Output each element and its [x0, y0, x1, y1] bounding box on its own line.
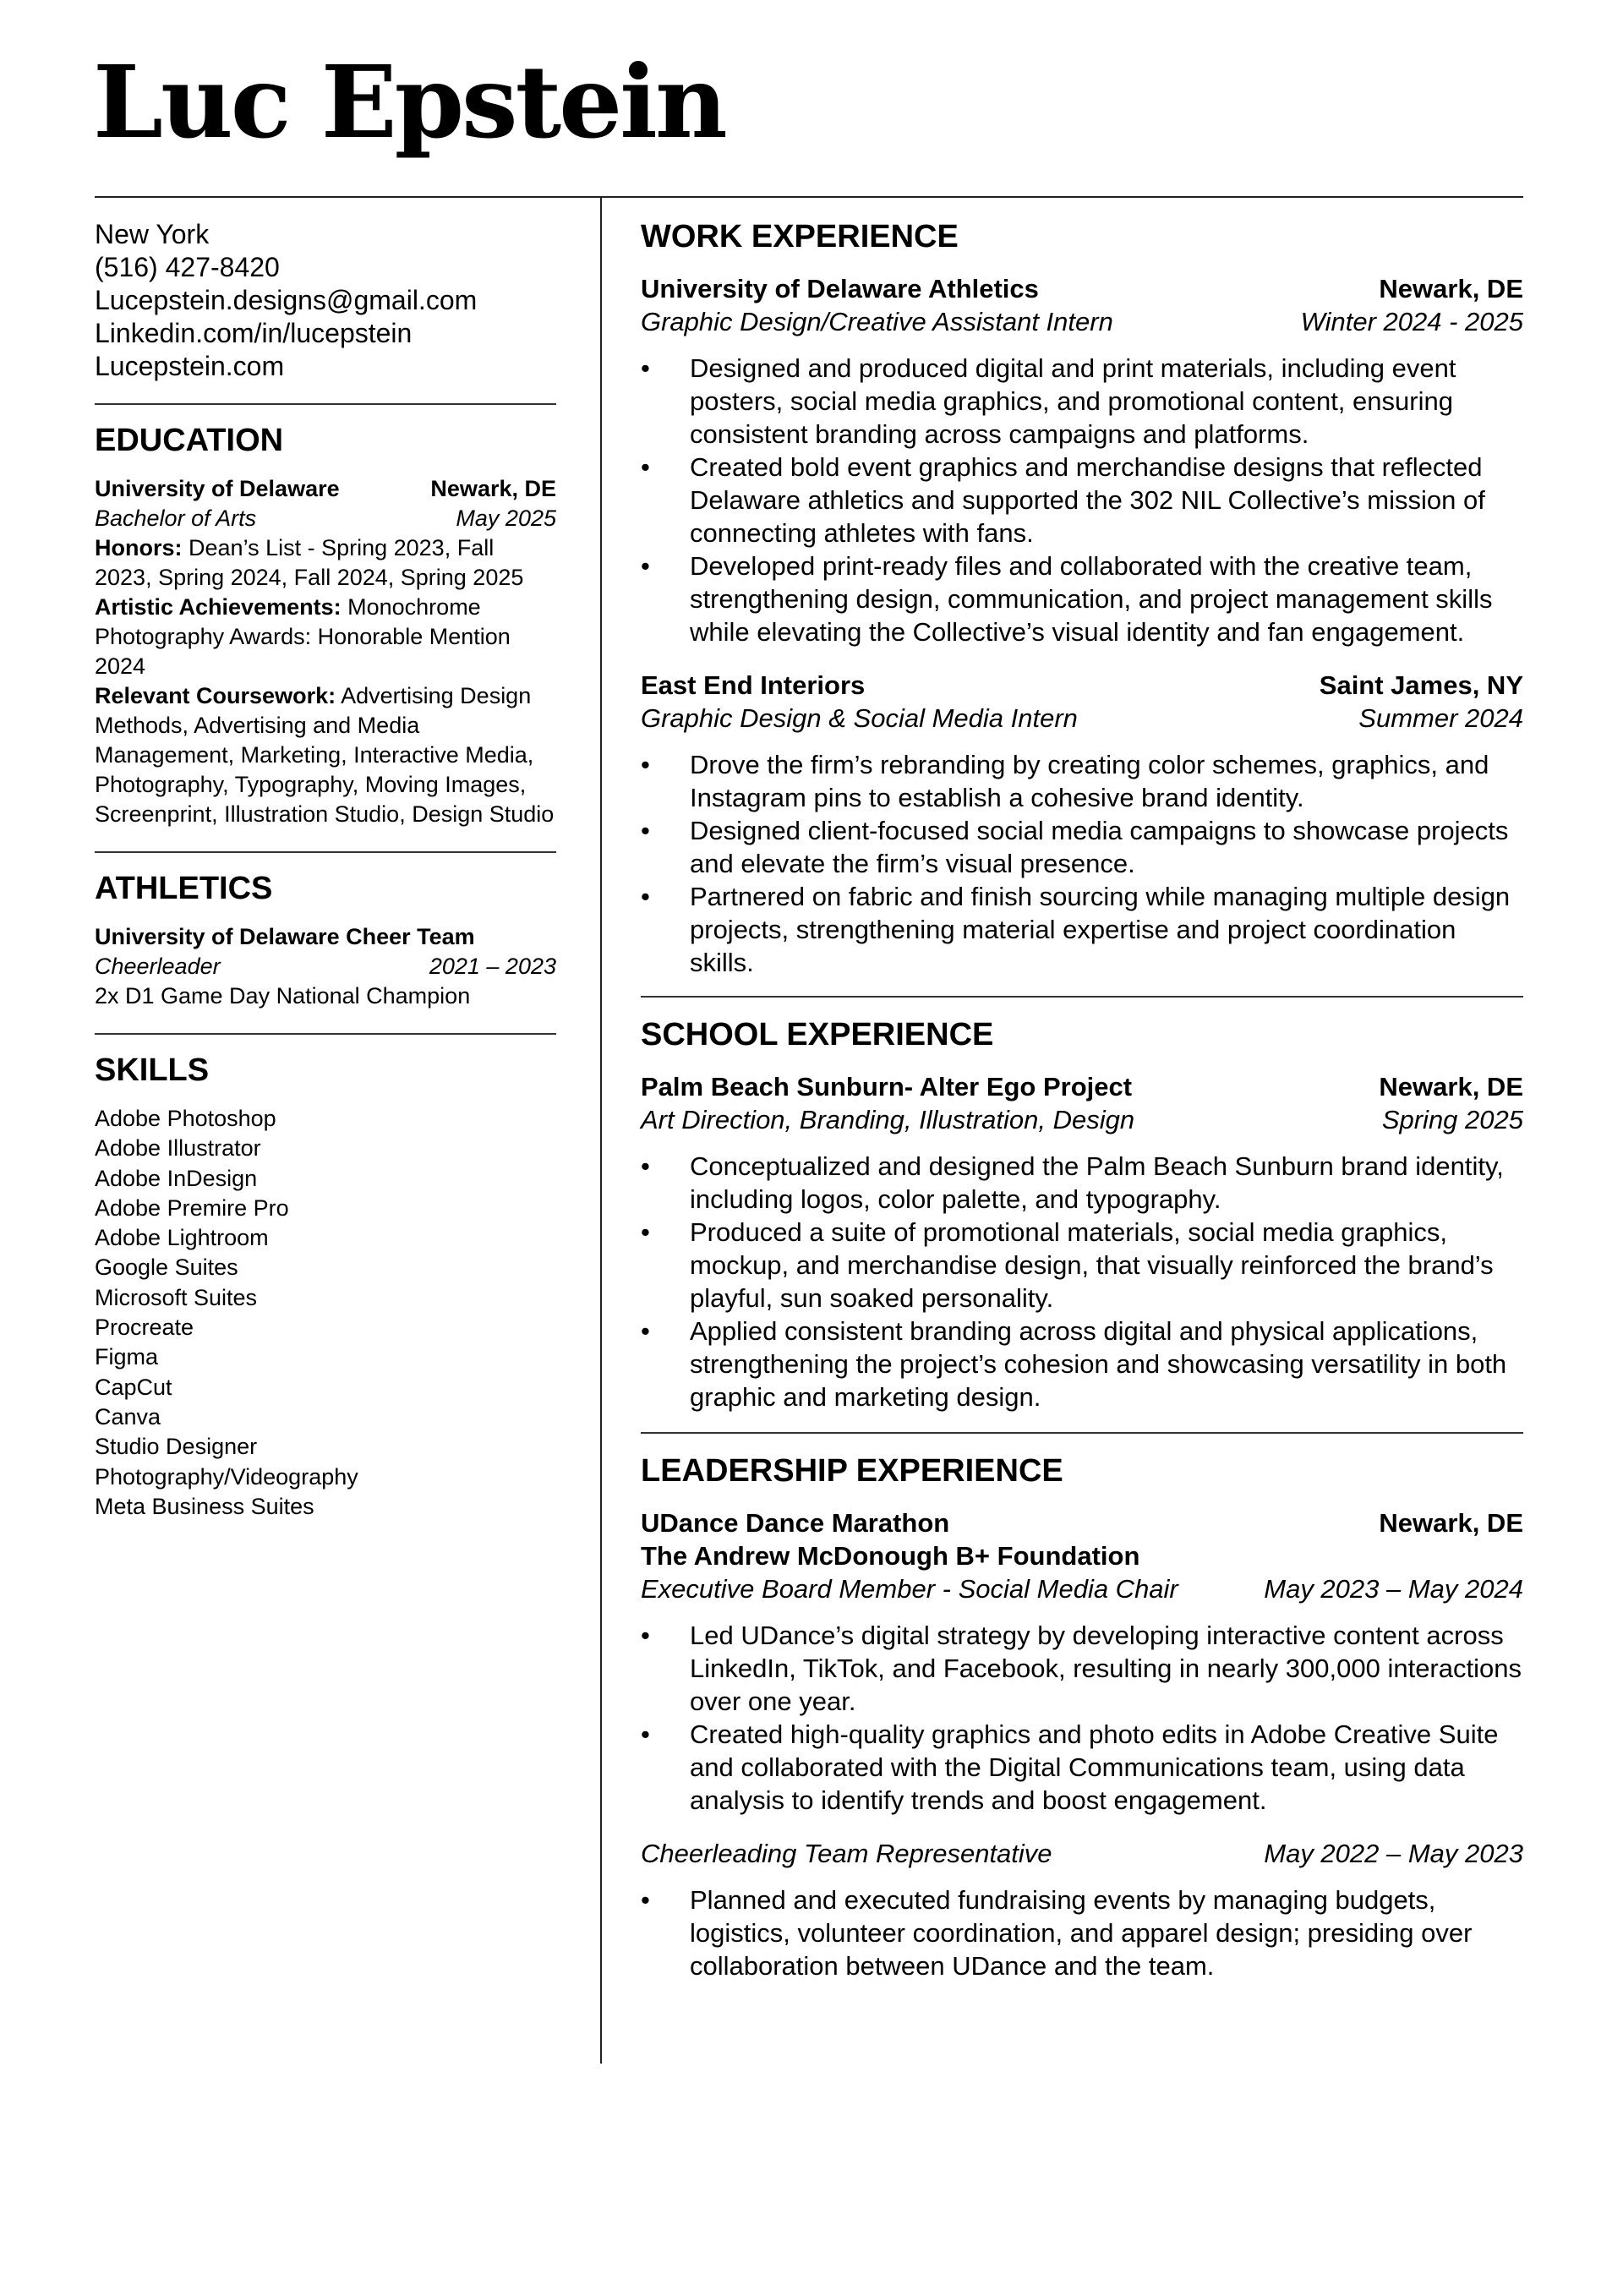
bullet-text: Developed print-ready files and collaborated with the creative team, strengthening design, communication, and project management skills while elevating the Collective’s visual identity and fan engagement. — [690, 551, 1493, 647]
bullet-text: Designed and produced digital and print materials, including event posters, social media graphics, and promotional content, ensuring consistent branding across campaigns and platforms. — [690, 353, 1456, 449]
education-date: May 2025 — [456, 506, 556, 531]
skill-item: Adobe InDesign — [95, 1165, 258, 1191]
leadership-heading: LEADERSHIP EXPERIENCE — [641, 1453, 1063, 1489]
job-title: Graphic Design/Creative Assistant Intern — [641, 307, 1113, 336]
work-job — [641, 272, 1523, 648]
bullet-icon: • — [641, 1151, 650, 1181]
right-column — [641, 218, 1523, 1982]
bullet-item — [641, 1315, 1523, 1413]
divider — [641, 1432, 1523, 1434]
divider — [641, 996, 1523, 998]
bullet-text: Led UDance’s digital strategy by developing interactive content across LinkedIn, TikTok, and Facebook, resulting in nearly 300,000 interactions over one year. — [690, 1621, 1522, 1716]
bullet-text: Drove the firm’s rebranding by creating color schemes, graphics, and Instagram pins to establish a cohesive brand identity. — [690, 750, 1489, 812]
skills-heading: SKILLS — [95, 1052, 210, 1088]
athletics-role: Cheerleader — [95, 954, 221, 979]
leadership-org: UDance Dance Marathon — [641, 1508, 950, 1538]
job-org-row — [641, 272, 1523, 305]
bullet-text: Planned and executed fundraising events by managing budgets, logistics, volunteer coordination, and apparel design; presiding over collaboration between UDance and the team. — [690, 1885, 1473, 1981]
bullet-icon: • — [641, 551, 650, 581]
job-title-row — [641, 702, 1523, 735]
job-dates: Summer 2024 — [1358, 703, 1523, 733]
education-heading: EDUCATION — [95, 423, 284, 458]
bullet-icon: • — [641, 1316, 650, 1346]
job-bullets — [641, 352, 1523, 648]
education-coursework — [95, 681, 556, 829]
leadership-org-row — [641, 1506, 1523, 1539]
education-degree: Bachelor of Arts — [95, 506, 257, 531]
bullet-text: Conceptualized and designed the Palm Beach Sunburn brand identity, including logos, color palette, and typography. — [690, 1151, 1504, 1214]
bullet-icon: • — [641, 1885, 650, 1915]
school-bullets — [641, 1150, 1523, 1413]
education-location: Newark, DE — [430, 476, 556, 501]
bullet-text: Applied consistent branding across digital and physical applications, strengthening the project’s cohesion and showcasing versatility in both graphic and marketing design. — [690, 1316, 1507, 1412]
coursework-label: Relevant Coursework: — [95, 683, 336, 708]
job-bullets — [641, 748, 1523, 979]
divider — [95, 1033, 556, 1035]
contact-block — [95, 218, 556, 383]
honors-label: Honors: — [95, 535, 183, 560]
leadership-org2-row — [641, 1539, 1523, 1572]
bullet-icon: • — [641, 452, 650, 482]
bullet-item — [641, 451, 1523, 549]
bullet-item — [641, 1216, 1523, 1315]
athletics-achievement: 2x D1 Game Day National Champion — [95, 983, 471, 1009]
bullet-item — [641, 1718, 1523, 1817]
job-title-row — [641, 305, 1523, 338]
school-project-row — [641, 1070, 1523, 1103]
bullet-text: Produced a suite of promotional materials, social media graphics, mockup, and merchandise design, that visually reinforced the brand’s playful, sun soaked personality. — [690, 1217, 1494, 1313]
school-location: Newark, DE — [1379, 1072, 1523, 1102]
leadership-bullets — [641, 1619, 1523, 1817]
skill-item: Google Suites — [95, 1255, 238, 1281]
school-dates: Spring 2025 — [1381, 1105, 1523, 1134]
contact-city: New York — [95, 219, 210, 249]
bullet-icon: • — [641, 750, 650, 779]
skill-item: Adobe Photoshop — [95, 1106, 276, 1131]
leadership-dates1: May 2023 – May 2024 — [1264, 1574, 1523, 1604]
bullet-icon: • — [641, 882, 650, 911]
bullet-item — [641, 1150, 1523, 1216]
athletics-team: University of Delaware Cheer Team — [95, 924, 475, 949]
leadership-role1-row — [641, 1572, 1523, 1605]
athletics-heading: ATHLETICS — [95, 871, 273, 906]
education-artistic — [95, 593, 556, 681]
job-org-row — [641, 669, 1523, 702]
contact-phone: (516) 427-8420 — [95, 252, 280, 282]
skill-item: CapCut — [95, 1374, 172, 1400]
work-job — [641, 669, 1523, 979]
bullet-item — [641, 748, 1523, 814]
job-location: Saint James, NY — [1319, 670, 1523, 700]
column-divider — [600, 197, 602, 2064]
coursework-text: Advertising Design Methods, Advertising and Media Management, Marketing, Interactive Media, Photography, Typography, Moving Images, Screenprint, Illustration Studio, Design Studio — [95, 683, 555, 827]
skill-item: Adobe Illustrator — [95, 1135, 261, 1162]
skill-item: Canva — [95, 1403, 161, 1430]
education-school-row — [95, 474, 556, 504]
skill-item: Meta Business Suites — [95, 1493, 314, 1519]
artistic-label: Artistic Achievements: — [95, 594, 342, 620]
job-dates: Winter 2024 - 2025 — [1300, 307, 1523, 336]
school-roles-row — [641, 1103, 1523, 1136]
contact-email[interactable]: Lucepstein.designs@gmail.com — [95, 285, 478, 315]
athletics-team-row — [95, 922, 556, 952]
left-column — [95, 218, 556, 1522]
divider — [95, 403, 556, 405]
bullet-icon: • — [641, 1719, 650, 1749]
skill-item: Figma — [95, 1344, 159, 1370]
artistic-text: Monochrome Photography Awards: Honorable Mention 2024 — [95, 594, 511, 679]
job-location: Newark, DE — [1379, 274, 1523, 303]
leadership-role1: Executive Board Member - Social Media Chair — [641, 1574, 1178, 1604]
bullet-icon: • — [641, 353, 650, 383]
job-org: University of Delaware Athletics — [641, 274, 1039, 303]
work-heading: WORK EXPERIENCE — [641, 219, 959, 254]
bullet-icon: • — [641, 816, 650, 845]
skill-item: Procreate — [95, 1315, 194, 1341]
school-heading: SCHOOL EXPERIENCE — [641, 1017, 994, 1052]
bullet-text: Partnered on fabric and finish sourcing while managing multiple design projects, strengthening material expertise and project coordination skills. — [690, 882, 1511, 977]
education-honors — [95, 533, 556, 593]
bullet-text: Designed client-focused social media campaigns to showcase projects and elevate the firm’s visual presence. — [690, 816, 1509, 878]
bullet-text: Created high-quality graphics and photo edits in Adobe Creative Suite and collaborated with the Digital Communications team, using data analysis to identify trends and boost engagement. — [690, 1719, 1499, 1815]
athletics-dates: 2021 – 2023 — [429, 954, 556, 979]
bullet-item — [641, 549, 1523, 648]
leadership-org2: The Andrew McDonough B+ Foundation — [641, 1541, 1140, 1571]
bullet-item — [641, 880, 1523, 979]
honors-text: Dean’s List - Spring 2023, Fall 2023, Spring 2024, Fall 2024, Spring 2025 — [95, 535, 524, 590]
bullet-item — [641, 1883, 1523, 1982]
skill-item: Microsoft Suites — [95, 1284, 258, 1310]
resume-name: Luc Epstein — [93, 43, 725, 161]
education-school: University of Delaware — [95, 476, 340, 501]
bullet-icon: • — [641, 1217, 650, 1247]
contact-website[interactable]: Lucepstein.com — [95, 351, 285, 381]
leadership-dates2: May 2022 – May 2023 — [1264, 1839, 1523, 1868]
job-org: East End Interiors — [641, 670, 866, 700]
leadership-location: Newark, DE — [1379, 1508, 1523, 1538]
bullet-item — [641, 1619, 1523, 1718]
school-roles: Art Direction, Branding, Illustration, Design — [641, 1105, 1135, 1134]
contact-linkedin[interactable]: Linkedin.com/in/lucepstein — [95, 318, 413, 348]
leadership-role2: Cheerleading Team Representative — [641, 1839, 1052, 1868]
bullet-icon: • — [641, 1621, 650, 1650]
skill-item: Photography/Videography — [95, 1463, 358, 1490]
leadership-role2-row — [641, 1837, 1523, 1870]
job-title: Graphic Design & Social Media Intern — [641, 703, 1078, 733]
education-degree-row — [95, 504, 556, 533]
bullet-item — [641, 352, 1523, 451]
header-divider — [95, 196, 1523, 198]
skill-item: Adobe Premire Pro — [95, 1194, 289, 1221]
athletics-role-row — [95, 952, 556, 981]
skill-item: Adobe Lightroom — [95, 1225, 269, 1251]
divider — [95, 851, 556, 853]
bullet-item — [641, 814, 1523, 880]
skills-list — [95, 1104, 556, 1522]
school-project: Palm Beach Sunburn- Alter Ego Project — [641, 1072, 1133, 1102]
skill-item: Studio Designer — [95, 1434, 258, 1460]
leadership-bullets — [641, 1883, 1523, 1982]
bullet-text: Created bold event graphics and merchandise designs that reflected Delaware athletics and supported the 302 NIL Collective’s mission of connecting athletes with fans. — [690, 452, 1485, 548]
